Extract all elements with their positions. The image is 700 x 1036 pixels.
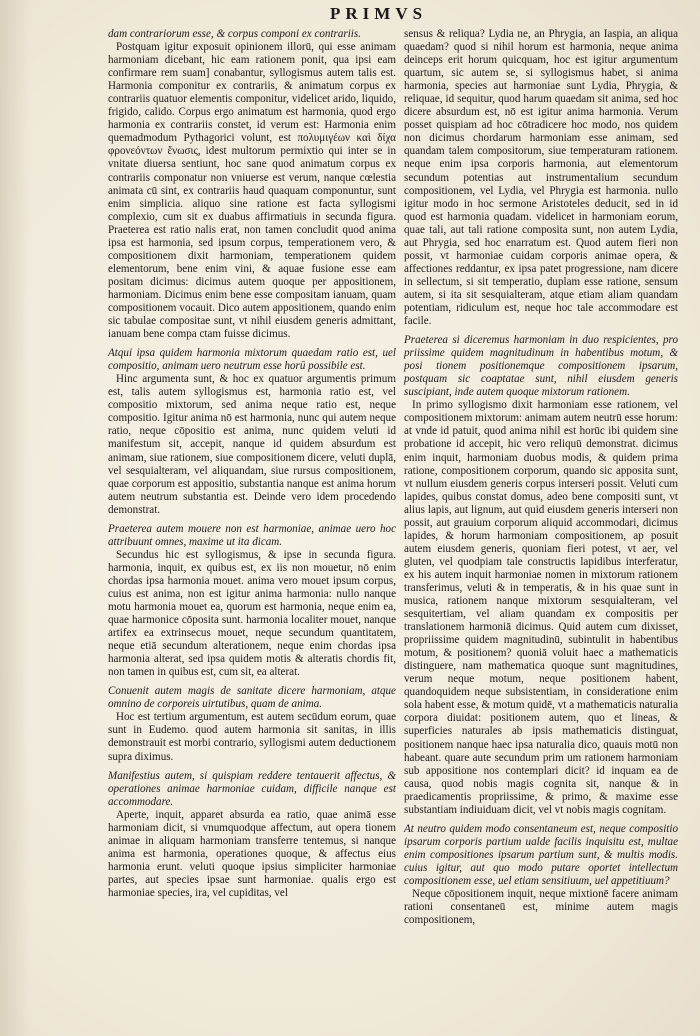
commentary-paragraph: Hoc est tertium argumentum, est autem secūdum eorum, quae sunt in Eudemo. quod autem harmonia sit sanitas, in illis demonstrauit est morbi contrario, syllogismi autem deductionem supra diximus.	[108, 711, 396, 763]
lemma-paragraph: Praeterea si diceremus harmoniam in duo respicientes, pro priissime quidem magnitudinum in habentibus motum, & posi tionem positionemque compositionem ipsarum, postquam sic coaptatae sunt, nihil eiusdem generis suscipiant, inde autem quoque mixtorum rationem.	[404, 334, 678, 399]
lemma-paragraph: dam contrariorum esse, & corpus componi ex contrariis.	[108, 28, 361, 40]
lemma-paragraph: Praeterea autem mouere non est harmoniae, animae uero hoc attribuunt omnes, maxime ut ita dicam.	[108, 522, 396, 548]
commentary-paragraph: Postquam igitur exposuit opinionem illorū, qui esse animam harmoniam dicebant, hic eam rationem ponit, qua ipsi eam confirmare rem suam] conabantur, syllogismus autem talis est. Harmonia componitur ex contrariis, & animatum corpus ex contrariis quatuor elementis componitur, videlicet arido, liquido, frigido, calido. Corpus ergo animatum est harmonia, quod ergo harmonia ex contrariis constet, id verum est: Harmonia enim quemadmodum Pythagorici volunt, est πολυμιγέων καὶ δίχα φρονεόντων ἕνωσις, idest multorum permixtio qui inter se in vnitate diuersa sentiunt, hoc sane quod animatum corpus ex contrariis componatur non vniuerse est verum, nanque cœlestia animata cū sint, ex contrariis haud quaquam componuntur, sunt enim simplicia. aliquo sine ratione est facta syllogismi complexio, cum sit ex duabus affirmatiuis in secunda figura. Praeterea est ratio nalis erat, non tamen concludit quod anima ipsa est harmonia, sed ipsum corpus, temperationem vero, & compositionem dixit harmoniam, temperationem quidem elementorum, bene enim vini, & aquae fusione esse eam positam dicimus: dicimus autem quoque per appositionem, harmoniam. Dicimus enim bene esse compositam ianuam, quam compositionem vocauit. Dico autem appositionem, quando enim sic tabulae compositae sunt, vt nihil eiusdem generis admittant, ianuam bene compa ctam fuisse dicimus.	[108, 41, 396, 341]
right-column	[404, 28, 678, 927]
commentary-paragraph: Aperte, inquit, apparet absurda ea ratio, quae animā esse harmoniam dicit, si vnumquodque affectum, aut opera tionem animae in aliquam harmoniam transferre tentemus, si nanque anima est harmonia, operationes quoque, & affectus eius harmonia erunt. veluti quoque ipsius simpliciter harmoniae partes, aut species ipsae sunt harmoniae. qualis ergo est harmoniae species, ira, vel cupiditas, vel	[108, 808, 396, 899]
commentary-paragraph: Hinc argumenta sunt, & hoc ex quatuor argumentis primum est, talis autem syllogismus est, harmonia ratio est, vel compositio mixtorum, sed anima neque ratio est, neque compositio. Igitur anima nō est harmonia, nunc qui autem neque ratio, neque cōpositio est anima, nunc quidem veluti id manifestum sit, accepit, nanque id quidem absurdum est animam, siue rationem, siue compositionem dicere, veluti duplā, vel sesquialteram, vel aliquandam, siue rursus compositionem, quae corporum est appositio, substantia nanque est anima horum autem neutrum substantia est. Deinde vero idem procedendo demonstrat.	[108, 373, 396, 516]
commentary-paragraph: Neque cōpositionem inquit, neque mixtionē facere animam rationi consentaneū est, minime autem magis compositionem,	[404, 888, 678, 927]
binding-shadow	[0, 0, 30, 1036]
lemma-paragraph: Atqui ipsa quidem harmonia mixtorum quaedam ratio est, uel compositio, animam uero neutrum esse horū possibile est.	[108, 347, 396, 373]
commentary-paragraph: Secundus hic est syllogismus, & ipse in secunda figura. harmonia, inquit, ex quibus est, ex iis non mouetur, nō enim chordas ipsa harmonia mouet. anima vero mouet ipsum corpus, cuius est anima, non est igitur anima harmonia: nullo nanque motu harmonia mouet ea, quorum est harmonia, neque enim ea, quae harmonice cōposita sunt. harmonia localiter mouet, nanque artifex ea extrinsecus mouet, neque secundum quantitatem, neque etiā secundum alterationem, neque enim chordas ipsa harmonia alterat, sed ipsa quidem motis & alteratis chordis fit, non tamen in quibus est, cum sit, ea alterat.	[108, 548, 396, 679]
lemma-paragraph: Manifestius autem, si quispiam reddere tentauerit affectus, & operationes animae harmoniae cuidam, difficile nanque est accommodare.	[108, 769, 396, 808]
left-column	[108, 28, 396, 900]
running-head: PRIMVS	[330, 4, 428, 23]
lemma-paragraph: At neutro quidem modo consentaneum est, neque compositio ipsarum corporis partium ualde facilis inquisitu est, multae enim compositiones ipsarum partium sunt, & multis modis. cuius igitur, aut quo modo putare oportet intellectum compositionem esse, uel etiam sensitiuum, uel appetitiuum?	[404, 822, 678, 887]
lemma-paragraph: Conuenit autem magis de sanitate dicere harmoniam, atque omnino de corporeis uirtutibus, quam de anima.	[108, 685, 396, 711]
commentary-paragraph: In primo syllogismo dixit harmoniam esse rationem, vel compositionem mixtorum: animam autem neutrū esse horum: at vnde id patuit, quod anima nihil est horūc ibi quidem sine probatione id accepit, hic vero reliquū demonstrat. dicimus enim inquit, harmoniam duobus modis, & quidem prima ratione, compositionem corporum, quando sic apposita sunt, vt nullum eiusdem generis corpus interseri possit. Veluti cum lapides, quibus constat domus, adeo bene compositi sunt, vt alius lapis, aut lignum, aut quid eiusdem generis interseri non possit, aut grauium corporum aliquid accommodari, dicimus lapides, & horum harmoniam compositionem, ap posuit autem eiusdem generis, quoniam fieri potest, vt aer, vel gluten, vel quodpiam tale constructis lapidibus interferatur, ex his autem inquit harmoniae nomen in mixtorum rationem transferimus, veluti & in temperatis, & in his quae sunt in musica, rationem nanque mixtorum sesquialteram, vel sesquitertiam, vel aliam quandam ex compositis per translationem harmoniā dicimus. Quid autem cum dixisset, propriissime quidem magnitudinū, subintulit in habentibus motum, & positionem? quoniā voluit haec a mathematicis distinguere, nam mathematica quoque sunt magnitudines, verum neque motum, neque positionem habent, quandoquidem neque subsistentiam, in consideratione enim sola habent esse, & motum quidē, vt a mathematicis naturalia corpora diuidat: positionem autem, quo et lineas, & superficies naturales ab ipsis mathematicis distinguat, positionem nanque haec ipsa naturalia dico, quauis motū non habeant. quare aute secundum prim um rationem harmoniam sub appositione nos contemplari dicit? id inquam ea de causa, quod nobis magis cognita sit, nanque & in praedicamentis propriissime, & primo, & maxime esse substantiam indiuiduam dicit, vel vt nobis magis cognitam.	[404, 399, 678, 816]
commentary-paragraph: sensus & reliqua? Lydia ne, an Phrygia, an Iaspia, an aliqua quaedam? quod si nihil horum est harmonia, neque anima deinceps erit horum quicquam, hoc est igitur argumentum quartum, sic autem se, si syllogismus habet, si anima harmonia, species aut harmoniae sunt Lydia, Phrygia, & reliquae, id sequitur, quod harum quaedam sit anima, sed hoc dicere absurdum est, nō est igitur anima harmonia. Verum posset quispiam ad hoc cōtradicere hoc modo, nos quidem non dicimus chordarum harmoniam esse animam, sed quandam talem compositorum, siue temperaturam rationem. neque enim ipsa corporis harmonia, aut elementorum secundum potentias aut instrumentalium secundum compositionem, vel Lydia, vel Phrygia est harmonia. nullo igitur modo in hoc sermone Aristoteles deducit, sed in id quod est harmonia quadam. videlicet in harmoniam eorum, quae tali, aut tali ratione composita sunt, non autem Lydia, aut Phrygia, sed hoc enarratum est. Quod autem fieri non possit, vt harmoniae cuidam corporis animae opera, & affectiones reddantur, ex ipsa patet progressione, nam dicere in sellectum, si sit temperatio, duplam esse ratione, sensum autem, si ita sit sesquialteram, atque etiam aliam quandam potentiam, ridiculum est, neque hoc tale accommodare est facile.	[404, 28, 678, 328]
